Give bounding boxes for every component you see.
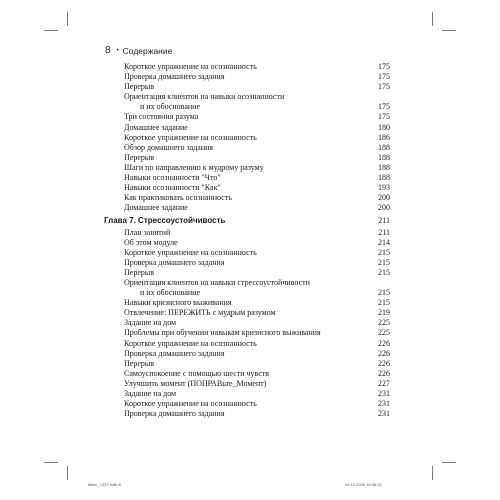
toc-entry-page: 175 [378,72,390,82]
toc-entry-page: 215 [378,267,390,277]
toc-entry-page: 215 [378,247,390,257]
toc-entry-title-line: Короткое упражнение на осознанность [124,338,257,348]
toc-entry-title-line: Проверка домашнего задания [124,409,225,419]
toc-entry-title-line: Домашнее задание [124,122,188,132]
toc-entry [104,389,390,399]
table-of-contents [104,62,390,419]
toc-entry [104,278,390,298]
toc-entry [104,248,390,258]
toc-entry-title [104,183,368,193]
toc-entry-title-line: Домашнее задание [124,203,188,213]
toc-entry-page: 175 [378,112,390,122]
crop-mark-left-top [44,30,58,31]
toc-entry-page: 188 [378,162,390,172]
running-header [105,45,172,56]
toc-entry-title [104,193,368,203]
toc-entry-title-line: Ориентация клиентов на навыки осознанности [124,92,285,102]
toc-entry-title-line: Короткое упражнение на осознанность [124,399,257,409]
toc-entry [104,359,390,369]
toc-entry-page: 214 [378,237,390,247]
crop-mark-right-top [442,30,456,31]
crop-mark-top-left [67,12,68,26]
toc-entry-title [104,163,368,173]
toc-entry-page: 226 [378,348,390,358]
toc-entry-page: 188 [378,152,390,162]
toc-entry [104,298,390,308]
toc-entry [104,258,390,268]
toc-entry-title-line: Задание на дом [124,389,177,398]
toc-entry [104,268,390,278]
toc-entry-title [104,409,368,419]
toc-entry [104,173,390,183]
toc-entry-page: 175 [378,62,390,71]
crop-mark-right-bottom [442,462,456,463]
toc-entry-page: 188 [378,173,390,183]
toc-entry-page: 175 [378,102,390,112]
toc-entry-title-line: Задание на дом [124,318,177,328]
toc-entry-title [104,92,368,112]
toc-entry [104,153,390,163]
toc-entry-title [104,228,368,238]
toc-entry-title [104,379,368,389]
running-title: Содержание [122,45,173,56]
toc-entry-title-line: Три состояния разума [124,112,199,122]
toc-entry [104,72,390,82]
toc-entry-title [104,318,368,328]
toc-entry-title [104,359,368,369]
toc-entry-page: 200 [378,203,390,213]
toc-entry-page: 225 [378,328,390,338]
toc-entry-title-line: Улучшить момент (ПОПРАВьте_Момент) [124,378,267,388]
toc-entry [104,143,390,153]
toc-entry-title [104,308,368,318]
toc-entry-page: 226 [378,368,390,378]
toc-entry-title [104,399,368,409]
toc-entry-title-line: Шаги по направлению к мудрому разуму [124,162,264,172]
toc-entry-page: 180 [378,122,390,132]
toc-entry [104,203,390,213]
toc-entry [104,228,390,238]
toc-entry-title-continuation: и их обоснование [140,288,200,298]
toc-entry-page: 211 [378,227,390,237]
toc-entry [104,62,390,72]
toc-entry-page: 225 [378,318,390,328]
toc-entry-page: 215 [378,288,390,298]
footer-file-name: Miller_1337.indb 8 [88,482,121,487]
toc-entry [104,238,390,248]
toc-entry [104,399,390,409]
toc-entry-page: 219 [378,308,390,318]
toc-entry-title [104,123,368,133]
toc-entry-title-line: Перерыв [124,358,155,368]
toc-entry-title-line: Навыки осознанности "Что" [124,173,221,183]
toc-entry-title-line: Перерыв [124,152,155,162]
crop-mark-top-right [432,12,433,26]
toc-entry [104,112,390,122]
toc-entry-title-line: Перерыв [124,82,155,92]
toc-entry-page: 200 [378,193,390,203]
toc-entry-page: 215 [378,298,390,308]
toc-entry-title [104,112,368,122]
toc-entry-title [104,278,368,298]
toc-entry [104,123,390,133]
crop-mark-bottom-right [432,466,433,480]
page-number: 8 [105,45,111,56]
toc-entry-title [104,133,368,143]
toc-entry [104,308,390,318]
toc-entry [104,92,390,112]
toc-entry-page: 193 [378,183,390,193]
toc-entry-title-line: Навыки осознанности "Как" [124,183,221,193]
toc-entry-page: 215 [378,257,390,267]
toc-entry-title-line: Самоуспокоение с помощью шести чувств [124,368,270,378]
toc-entry-page: 231 [378,399,390,409]
toc-entry-title [104,143,368,153]
toc-entry-title-line: Отвлечение: ПЕРЕЖИТЬ с мудрым разумом [124,308,276,318]
toc-entry [104,133,390,143]
toc-entry-page: 231 [378,389,390,398]
toc-entry-title [104,268,368,278]
toc-entry [104,183,390,193]
toc-entry-title [104,339,368,349]
toc-entry-title [104,298,368,308]
toc-entry-title [104,248,368,258]
toc-entry-title-line: План занятий [124,227,171,237]
footer-timestamp: 04.10.2020 18:38:32 [345,482,382,487]
toc-entry-page: 226 [378,338,390,348]
toc-entry-title [104,62,368,72]
toc-entry-title-line: Проверка домашнего задания [124,348,225,358]
toc-entry-title [104,153,368,163]
toc-entry-title-line: Обзор домашнего задания [124,142,214,152]
toc-entry-page: 226 [378,358,390,368]
toc-entry-page: 227 [378,378,390,388]
toc-entry-title [104,216,368,226]
crop-mark-bottom-left [67,466,68,480]
toc-entry [104,318,390,328]
toc-entry-title-line: Как практиковать осознанность [124,193,232,203]
toc-entry [104,163,390,173]
bullet-icon: • [116,47,119,54]
toc-entry-title-line: Короткое упражнение на осознанность [124,62,257,71]
toc-entry-page: 211 [378,216,390,226]
toc-entry-title-line: Короткое упражнение на осознанность [124,247,257,257]
toc-entry-title [104,82,368,92]
toc-entry [104,82,390,92]
toc-entry [104,349,390,359]
toc-entry-title [104,258,368,268]
toc-entry-page: 231 [378,409,390,419]
toc-entry-title [104,349,368,359]
toc-entry-title [104,203,368,213]
toc-entry-title [104,389,368,399]
chapter-heading [104,216,390,226]
toc-entry-title-line: Ориентация клиентов на навыки стрессоустойчивости [124,277,310,287]
toc-entry [104,379,390,389]
toc-entry-title [104,369,368,379]
toc-entry [104,409,390,419]
toc-entry-title [104,173,368,183]
toc-entry [104,339,390,349]
toc-entry-title-line: Короткое упражнение на осознанность [124,132,257,142]
toc-entry-title-line: Проверка домашнего задания [124,257,225,267]
toc-entry [104,328,390,338]
toc-entry-title-line: Глава 7. Стрессоустойчивость [104,216,226,226]
toc-entry [104,193,390,203]
toc-entry-title [104,238,368,248]
toc-entry-title [104,72,368,82]
toc-entry-title [104,328,368,338]
toc-entry-page: 175 [378,82,390,92]
toc-entry-title-line: Проблемы при обучении навыкам кризисного выживания [124,328,321,338]
toc-entry-page: 188 [378,142,390,152]
crop-mark-left-bottom [44,462,58,463]
toc-entry-page: 186 [378,132,390,142]
toc-entry-title-line: Проверка домашнего задания [124,72,225,82]
toc-entry [104,369,390,379]
toc-entry-title-continuation: и их обоснование [140,102,200,112]
toc-entry-title-line: Об этом модуле [124,237,178,247]
toc-entry-title-line: Навыки кризисного выживания [124,298,232,308]
toc-entry-title-line: Перерыв [124,267,155,277]
